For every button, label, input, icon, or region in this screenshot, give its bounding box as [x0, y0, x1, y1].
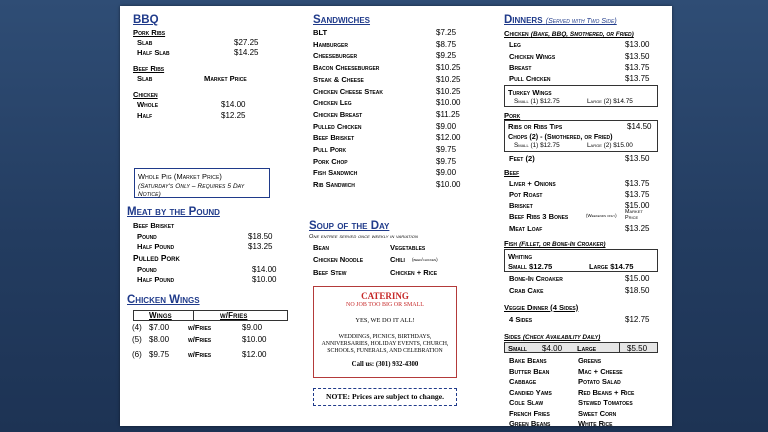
side-item: Sweet Corn: [578, 408, 617, 418]
catering-yes: YES, WE DO IT ALL!: [355, 317, 415, 324]
middle-column: [305, 6, 485, 426]
sandwich-item-name: Chicken Breast: [313, 109, 363, 119]
sides-small-label: Small: [508, 344, 527, 353]
sandwich-item-name: Pulled Chicken: [313, 121, 362, 131]
sandwich-item-name: Pork Chop: [313, 156, 348, 166]
wing-with-fries: w/Fries: [188, 335, 212, 344]
menu-item-price: $13.75: [625, 190, 650, 199]
whole-pig-box: [134, 168, 270, 198]
menu-item-name: Whole: [137, 100, 159, 109]
side-item: French Fries: [509, 408, 550, 418]
menu-item-name: Half: [137, 111, 153, 120]
menu-item-name: Breast: [509, 63, 532, 72]
soup-item: Chicken Noodle: [313, 255, 364, 264]
sandwich-item-price: $8.75: [436, 39, 457, 49]
side-item: White Rice: [578, 419, 613, 428]
sandwiches-heading: Sandwiches: [313, 14, 371, 26]
wing-fries-price: $12.00: [242, 350, 267, 359]
menu-item-name: Liver + Onions: [509, 179, 556, 188]
dinners-subtitle: (Served with Two Side): [545, 18, 617, 25]
dinner-chicken-label: [504, 30, 634, 39]
catering-box: [313, 286, 457, 378]
menu-item-name: Leg: [509, 40, 521, 49]
pulled-pork-label: Pulled Pork: [133, 253, 180, 263]
sandwich-item-name: Cheeseburger: [313, 51, 358, 61]
sides-note: (Check Availability Daily): [522, 334, 601, 341]
sandwich-item-name: Beef Brisket: [313, 133, 355, 143]
menu-item-name: Slab: [137, 38, 153, 47]
wing-price: $8.00: [149, 335, 170, 344]
whiting-box: [504, 249, 658, 272]
chicken-label: Chicken: [133, 90, 158, 99]
sandwich-item-price: $9.00: [436, 121, 457, 131]
right-column: [500, 6, 672, 426]
side-item: Red Beans + Rice: [578, 387, 635, 397]
menu-item-name: Pot Roast: [509, 190, 543, 199]
wing-count: (5): [132, 335, 142, 344]
whiting-large: Large $14.75: [589, 262, 634, 271]
meat-by-pound-heading: Meat by the Pound: [127, 206, 220, 218]
sandwich-item-price: $9.75: [436, 156, 457, 166]
pork-chops-small: Small (1) $12.75: [514, 142, 560, 149]
menu-item-name: Half Slab: [137, 48, 170, 57]
menu-item-name: Brisket: [509, 201, 533, 210]
menu-item-price: $13.75: [625, 74, 650, 83]
sandwich-item-price: $10.25: [436, 74, 461, 84]
sandwich-item-name: BLT: [313, 28, 328, 37]
menu-item-price: $15.00: [625, 274, 650, 283]
beef-brisket-label: Beef Brisket: [133, 221, 175, 230]
sandwich-item-name: Chicken Cheese Steak: [313, 86, 383, 96]
turkey-small: Small (1) $12.75: [514, 98, 560, 105]
soup-item: Vegetables: [390, 243, 426, 252]
menu-item-price: $14.50: [627, 122, 652, 131]
sides-title: Sides: [504, 332, 521, 341]
menu-item-price: $15.00: [625, 201, 650, 210]
menu-item-price: $14.00: [221, 100, 246, 109]
sandwich-item-name: Fish Sandwich: [313, 168, 358, 178]
bbq-heading: BBQ: [133, 14, 159, 26]
menu-item-price: $27.25: [234, 38, 259, 47]
menu-item-price: $13.00: [625, 40, 650, 49]
menu-item-name: Half Pound: [137, 275, 175, 284]
sandwich-item-price: $10.00: [436, 180, 461, 190]
whiting-small: Small $12.75: [508, 262, 553, 271]
menu-item-name: Feet (2): [509, 154, 535, 163]
sandwich-item-price: $10.25: [436, 63, 461, 73]
whole-pig-note: (Saturday's Only – Requires 5 Day Notice): [138, 183, 245, 198]
menu-item-name: Ribs or Ribs Tips: [508, 122, 563, 131]
turkey-wings-box: [504, 85, 658, 107]
menu-item-name: Half Pound: [137, 242, 175, 251]
left-column: [120, 6, 295, 426]
wing-count: (6): [132, 350, 142, 359]
side-item: Candied Yams: [509, 387, 552, 397]
menu-item-price: $10.00: [252, 275, 277, 284]
wings-col-header: Wings: [149, 311, 172, 320]
sides-small-price: $4.00: [542, 343, 563, 353]
menu-item-name: Bone-In Croaker: [509, 274, 563, 283]
sandwich-item-name: Pull Pork: [313, 145, 347, 154]
dinner-fish-label: [504, 240, 606, 249]
sandwich-item-name: Bacon Cheeseburger: [313, 63, 380, 73]
dinner-chicken-note: (Bake, BBQ, Smothered, or Fried): [530, 31, 634, 38]
menu-item-name: 4 Sides: [509, 315, 533, 324]
menu-item-price: $14.00: [252, 265, 277, 274]
menu-item-price: $13.25: [625, 224, 650, 233]
sandwich-item-price: $11.25: [436, 109, 460, 119]
menu-item-name: Pull Chicken: [509, 74, 551, 83]
soup-item: Chicken + Rice: [390, 268, 438, 277]
sandwich-item-price: $10.00: [436, 98, 461, 108]
soup-note: One entree served once weekly in variation: [309, 234, 418, 240]
dinner-fish-title: Fish: [504, 239, 517, 248]
sandwich-item-price: $9.75: [436, 145, 457, 154]
dinner-fish-note: (Fillet, or Bone-In Croaker): [519, 241, 606, 248]
side-item: Potato Salad: [578, 377, 621, 386]
catering-tagline: NO JOB TOO BIG OR SMALL: [346, 302, 424, 308]
wing-fries-price: $9.00: [242, 323, 263, 332]
veggie-label: Veggie Dinner (4 Sides): [504, 303, 579, 312]
sandwich-item-price: $10.25: [436, 86, 461, 96]
menu-item-name: Slab: [137, 74, 153, 83]
soup-item: Bean: [313, 243, 330, 252]
side-item: Bake Beans: [509, 356, 547, 365]
pork-box: [504, 120, 658, 152]
whole-pig-title: Whole Pig (Market Price): [138, 172, 222, 181]
menu-item-price: Market Price: [625, 209, 643, 221]
wing-count: (4): [132, 323, 142, 332]
soup-heading: Soup of the Day: [309, 220, 390, 232]
sandwich-item-name: Steak & Cheese: [313, 74, 364, 84]
dinners-title: Dinners: [504, 14, 543, 26]
menu-item-name: Pound: [137, 232, 157, 241]
menu-item-price: $13.50: [625, 52, 650, 61]
menu-item-name: Chicken Wings: [509, 52, 556, 61]
wing-price: $7.00: [149, 323, 170, 332]
dinners-heading: [504, 15, 617, 27]
side-item: Green Beans: [509, 419, 551, 428]
menu-item-price: $18.50: [248, 232, 273, 241]
sandwich-item-price: $9.25: [436, 51, 457, 61]
sandwich-item-name: Rib Sandwich: [313, 180, 355, 190]
sandwich-item-price: $7.25: [436, 28, 457, 37]
beef-ribs-note: (Weekends only): [586, 213, 617, 218]
wing-fries-price: $10.00: [242, 335, 267, 344]
menu-item-name: Beef Ribs 3 Bones: [509, 212, 569, 221]
pork-chops-label: Chops (2) - (Smothered, or Fried): [508, 132, 613, 141]
sandwich-item-name: Chicken Leg: [313, 98, 352, 108]
wing-price: $9.75: [149, 350, 170, 359]
menu-item-price: $18.50: [625, 286, 650, 295]
menu-item-price: $12.25: [221, 111, 246, 120]
pork-chops-large: Large (2) $15.00: [587, 142, 633, 149]
catering-events: WEDDINGS, PICNICS, BIRTHDAYS, ANNIVERSARIES, HOLIDAY EVENTS, CHURCH, SCHOOLS, FUNERALS, AND CELEBRATION: [321, 334, 449, 354]
menu-item-price: $13.25: [248, 242, 273, 251]
pork-ribs-label: Pork Ribs: [133, 28, 166, 37]
catering-phone: Call us: (301) 932-4300: [351, 361, 419, 369]
sandwich-item-price: $9.00: [436, 168, 457, 178]
side-item: Cole Slaw: [509, 398, 544, 407]
dinner-pork-label: Pork: [504, 111, 521, 120]
chili-note: (beef/chicken): [412, 257, 438, 262]
turkey-large: Large (2) $14.75: [587, 98, 633, 105]
menu-item-name: Crab Cake: [509, 286, 544, 295]
side-item: Stewed Tomatoes: [578, 398, 633, 407]
soup-item: Chili: [390, 255, 405, 264]
sandwich-item-name: Hamburger: [313, 39, 348, 49]
dinner-beef-label: Beef: [504, 168, 520, 177]
wing-with-fries: w/Fries: [188, 350, 212, 359]
menu-item-name: Meat Loaf: [509, 224, 543, 233]
menu-item-price: $13.75: [625, 63, 650, 72]
sides-label: [504, 333, 600, 342]
price-note: NOTE: Prices are subject to change.: [313, 388, 457, 406]
side-item: Greens: [578, 356, 602, 365]
beef-ribs-label: Beef Ribs: [133, 64, 165, 73]
side-item: Mac + Cheese: [578, 366, 623, 376]
menu-item-price: $14.25: [234, 48, 259, 57]
sides-large-label: Large: [577, 344, 597, 353]
side-item: Cabbage: [509, 377, 537, 386]
soup-item: Beef Stew: [313, 268, 347, 277]
sandwich-item-price: $12.00: [436, 133, 461, 143]
catering-title: CATERING: [361, 291, 409, 301]
chicken-wings-heading: Chicken Wings: [127, 294, 200, 306]
sides-price-bar: [504, 342, 658, 353]
menu-item-name: Pound: [137, 265, 157, 274]
menu-sheet: [120, 6, 672, 426]
menu-item-price: $13.50: [625, 154, 650, 163]
whiting-label: Whiting: [508, 252, 533, 261]
wings-header-row: [133, 310, 288, 321]
menu-item-price: $12.75: [625, 315, 650, 324]
menu-item-price: $13.75: [625, 179, 650, 188]
wing-with-fries: w/Fries: [188, 323, 212, 332]
dinner-chicken-title: Chicken: [504, 29, 529, 38]
fries-col-header: w/Fries: [220, 311, 248, 320]
menu-item-price: Market Price: [204, 74, 247, 83]
side-item: Butter Bean: [509, 366, 550, 376]
turkey-wings-label: Turkey Wings: [508, 88, 552, 97]
sides-large-price: $5.50: [627, 343, 648, 353]
